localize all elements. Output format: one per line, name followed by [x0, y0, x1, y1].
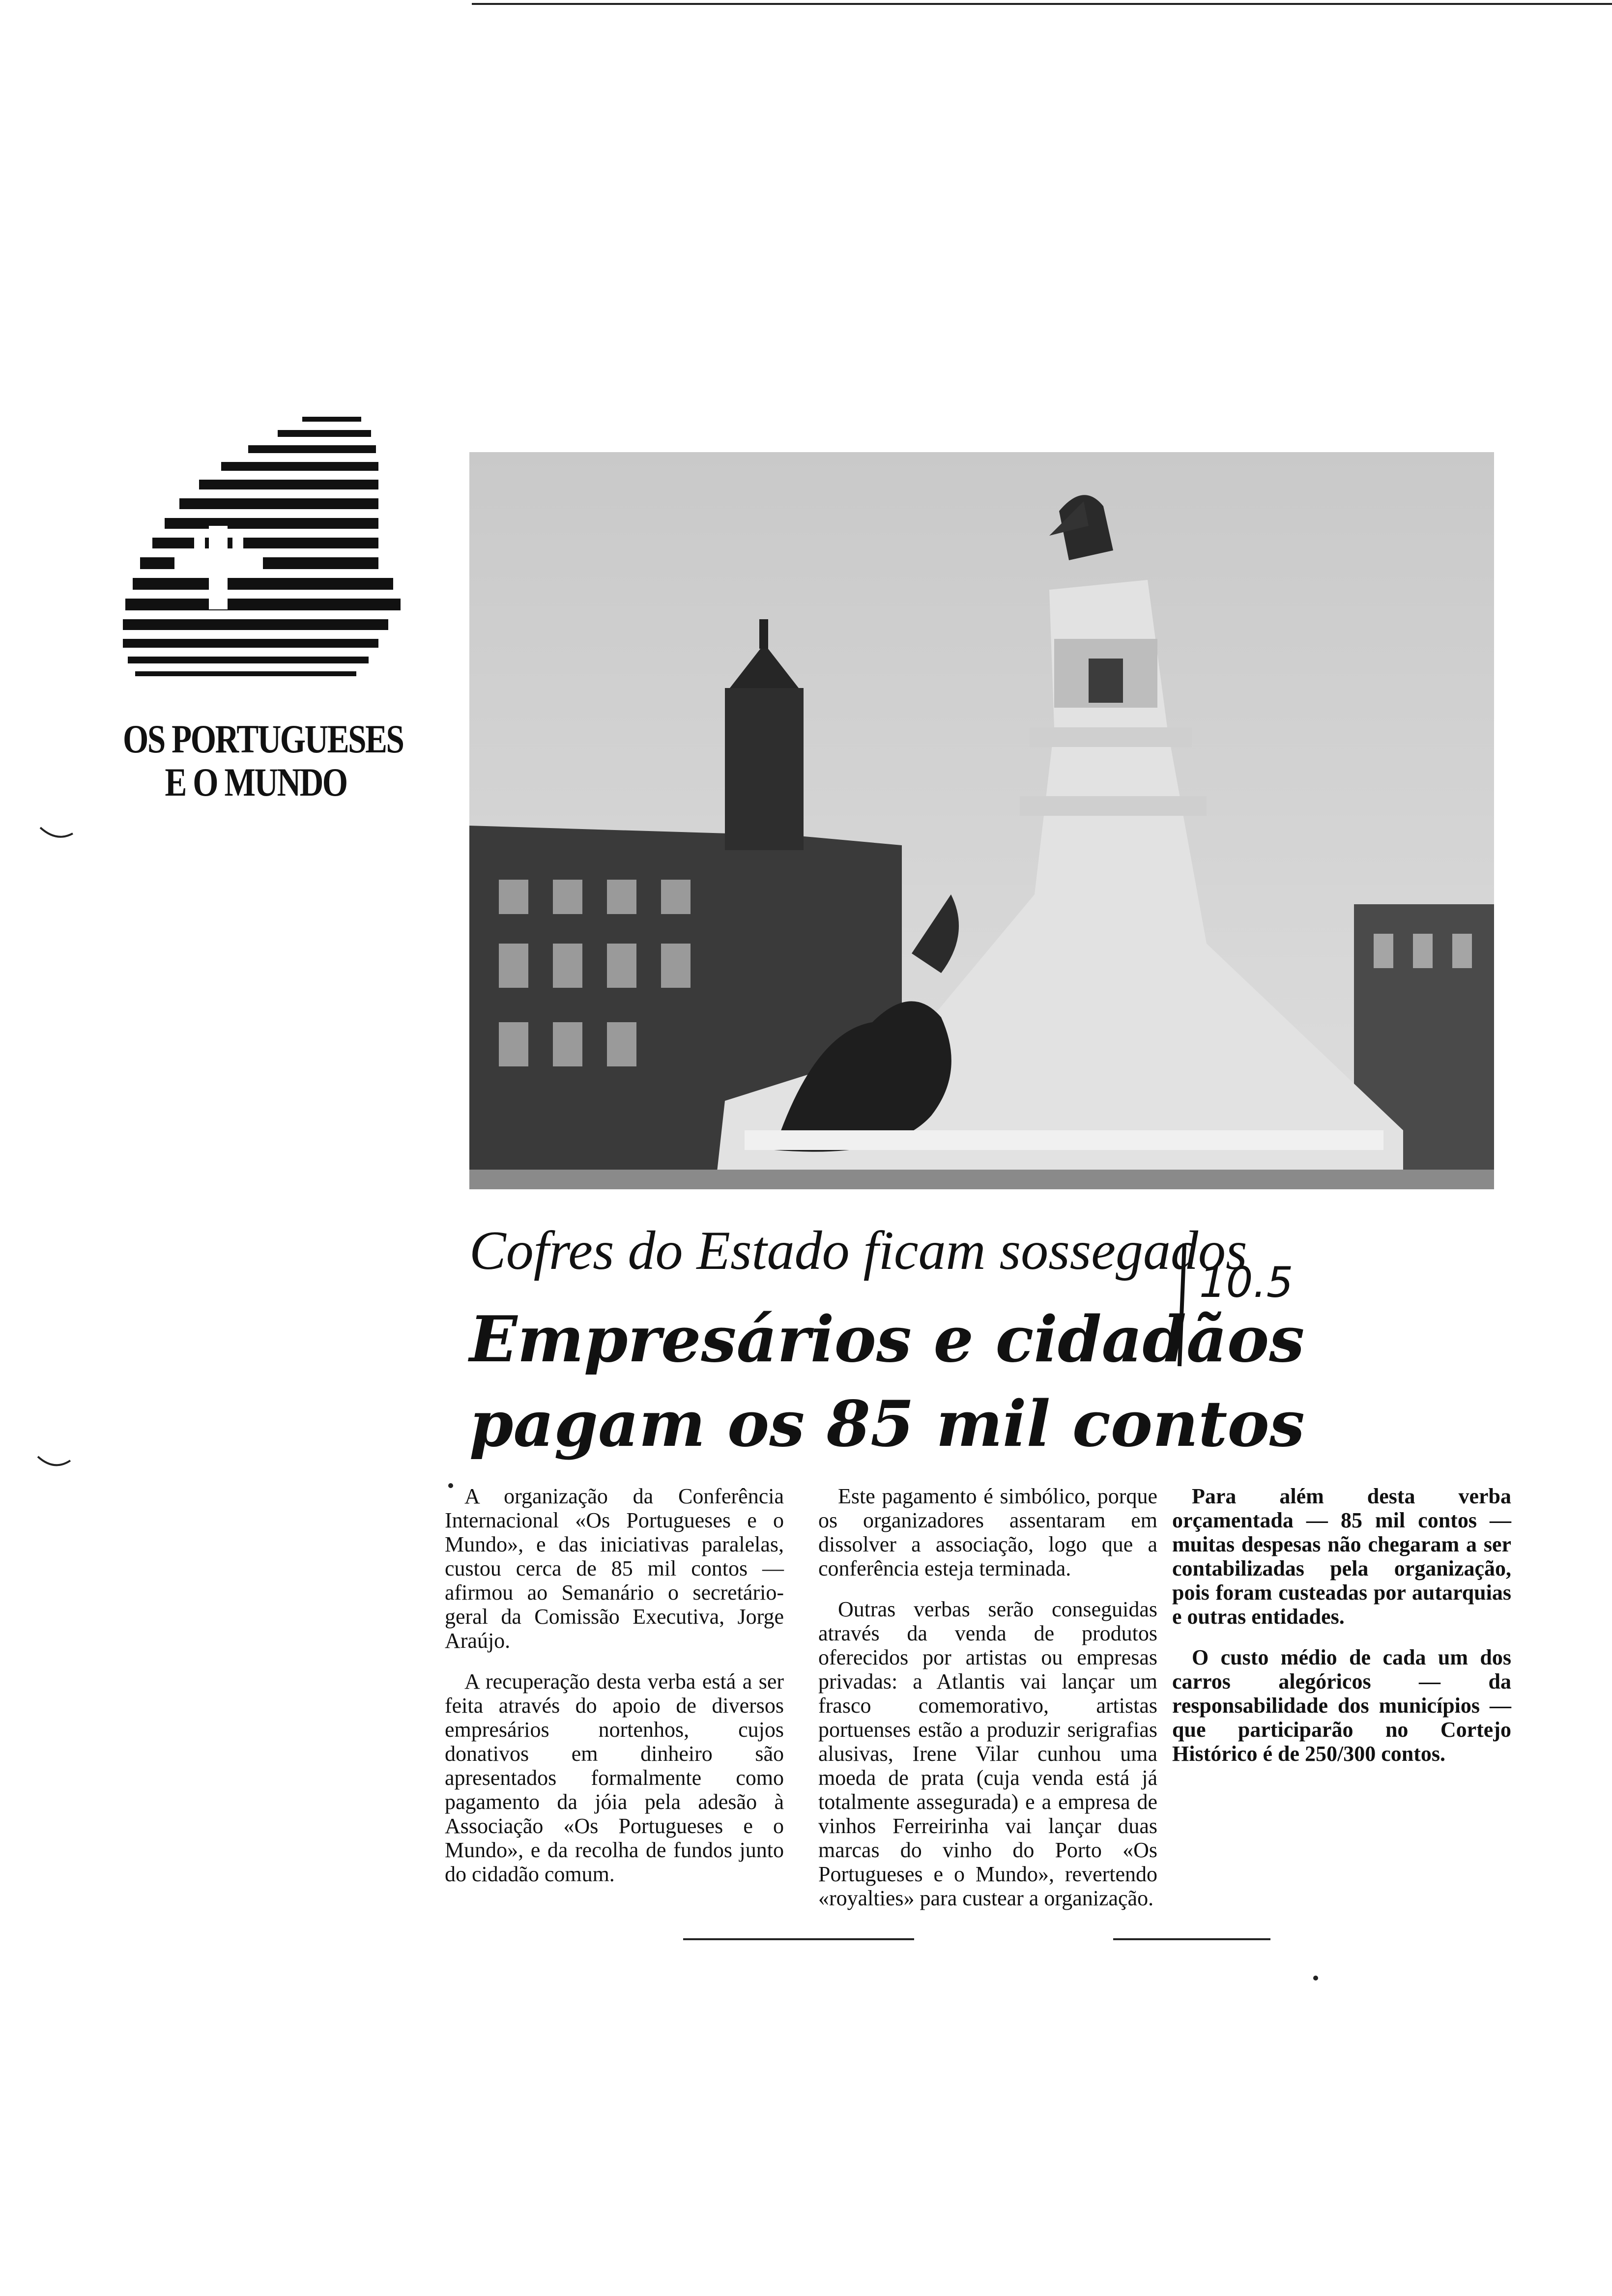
article-paragraph: O custo médio de cada um dos carros alegóricos — da responsabilidade dos municípios — que participarão no Cortejo Histórico é de 250/300 contos. [1172, 1645, 1511, 1766]
handwritten-note-text: 10.5 [1199, 1258, 1294, 1307]
logo-title-line1: OS PORTUGUESES [123, 717, 403, 761]
article-paragraph: Para além desta verba orçamentada — 85 mil contos — muitas despesas não chegaram a ser contabilizadas pela organização, pois foram custeadas por autarquias e outras entidades. [1172, 1484, 1511, 1629]
scan-mark-icon [37, 1455, 71, 1469]
article-column-1 [445, 1484, 784, 1903]
headline-line2: pagam os 85 mil contos [469, 1387, 1305, 1461]
bottom-rule [1113, 1938, 1270, 1940]
article-column-3 [1172, 1484, 1511, 1782]
article-photo [469, 452, 1494, 1189]
headline-line1: Empresários e cidadãos [469, 1303, 1305, 1377]
article-paragraph: A organização da Conferência Internacional «Os Portugueses e o Mundo», e das iniciativas paralelas, custou cerca de 85 mil contos — afirmou ao Semanário o secretário-geral da Comissão Executiva, Jorge Araújo. [445, 1484, 784, 1653]
logo-title [123, 717, 403, 804]
article-paragraph: A recuperação desta verba está a ser feita através do apoio de diversos empresários nortenhos, cujos donativos em dinheiro são apresentados formalmente como pagamento da jóia pela adesão à Associação «Os Portugueses e o Mundo», e da recolha de fundos junto do cidadão comum. [445, 1669, 784, 1886]
scan-mark-icon [39, 826, 74, 840]
scan-dot [448, 1483, 453, 1488]
article-kicker: Cofres do Estado ficam sossegados [469, 1220, 1247, 1281]
bottom-rule [683, 1938, 914, 1940]
top-border-line [472, 3, 1612, 5]
logo-striped-globe-icon [115, 408, 440, 683]
logo [115, 408, 460, 722]
article-column-2 [818, 1484, 1157, 1927]
article-paragraph: Este pagamento é simbólico, porque os organizadores assentaram em dissolver a associação, logo que a conferência esteja terminada. [818, 1484, 1157, 1580]
logo-title-line2: E O MUNDO [165, 760, 347, 804]
scan-dot [1313, 1976, 1318, 1980]
article-headline [469, 1297, 1305, 1466]
article-paragraph: Outras verbas serão conseguidas através da venda de produtos oferecidos por artistas ou empresas privadas: a Atlantis vai lançar um frasco comemorativo, artistas portuenses estão a produzir serigrafias alusivas, Irene Vilar cunhou uma moeda de prata (cuja venda está já totalmente assegurada) e a empresa de vinhos Ferreirinha vai lançar duas marcas do vinho do Porto «Os Portugueses e o Mundo», revertendo «royalties» para custear a organização. [818, 1597, 1157, 1910]
